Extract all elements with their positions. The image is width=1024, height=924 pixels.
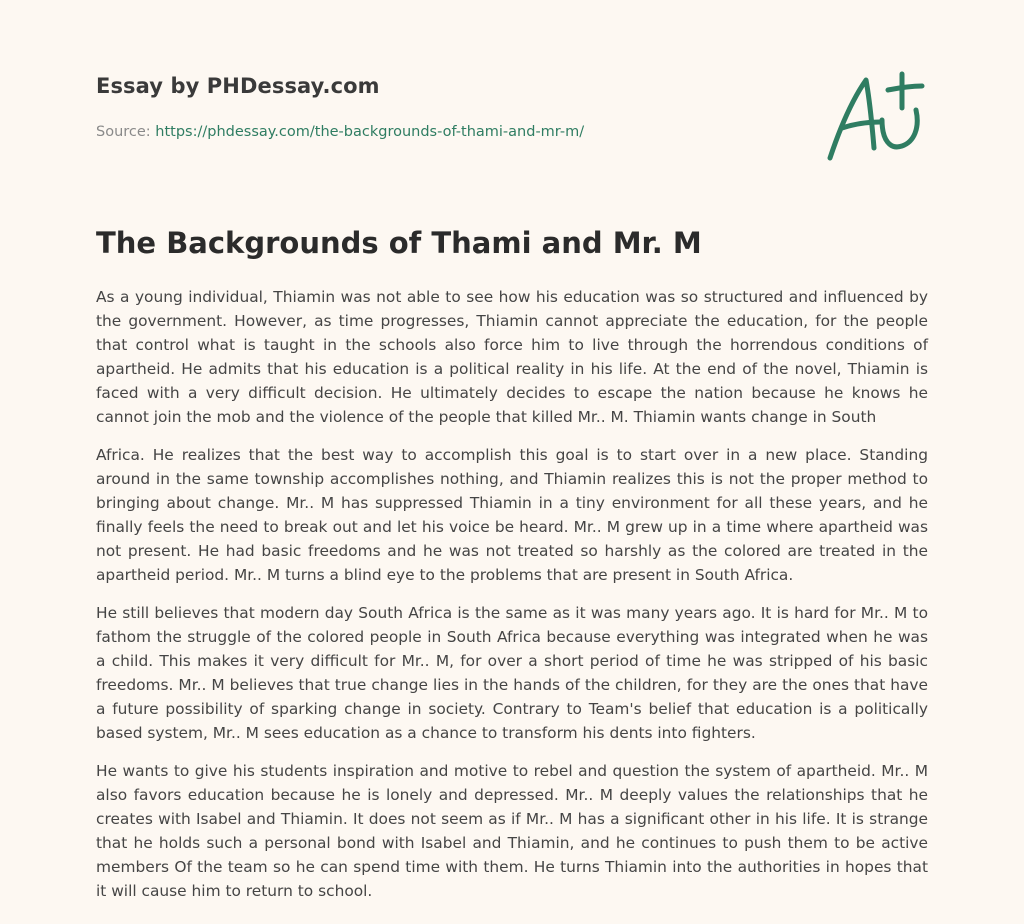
site-brand: Essay by PHDessay.com <box>96 74 380 98</box>
essay-paragraph: As a young individual, Thiamin was not able to see how his education was so structured and influenced by the government. However, as time progresses, Thiamin cannot appreciate the education, for the people that control what is taught in the schools also force him to live through the horrendous conditions of apartheid. He admits that his education is a political reality in his life. At the end of the novel, Thiamin is faced with a very difficult decision. He ultimately decides to escape the nation because he knows he cannot join the mob and the violence of the people that killed Mr.. M. Thiamin wants change in South <box>96 288 928 426</box>
a-plus-icon <box>818 66 930 166</box>
source-link[interactable]: https://phdessay.com/the-backgrounds-of-thami-and-mr-m/ <box>155 124 585 140</box>
essay-body <box>96 285 928 917</box>
page-header <box>96 74 928 140</box>
source-line <box>96 124 584 140</box>
essay-paragraph: Africa. He realizes that the best way to accomplish this goal is to start over in a new place. Standing around in the same township accomplishes nothing, and Thiamin realizes this is not the proper method to bringing about change. Mr.. M has suppressed Thiamin in a tiny environment for all these years, and he finally feels the need to break out and let his voice be heard. Mr.. M grew up in a time where apartheid was not present. He had basic freedoms and he was not treated so harshly as the colored are treated in the apartheid period. Mr.. M turns a blind eye to the problems that are present in South Africa. <box>96 446 928 584</box>
essay-title: The Backgrounds of Thami and Mr. M <box>96 226 702 260</box>
essay-paragraph: He wants to give his students inspiration and motive to rebel and question the system of apartheid. Mr.. M also favors education because he is lonely and depressed. Mr.. M deeply values the relationships that he creates with Isabel and Thiamin. It does not seem as if Mr.. M has a significant other in his life. It is strange that he holds such a personal bond with Isabel and Thiamin, and he continues to push them to be active members Of the team so he can spend time with them. He turns Thiamin into the authorities in hopes that it will cause him to return to school. <box>96 762 928 900</box>
source-label: Source: <box>96 124 151 140</box>
essay-paragraph: He still believes that modern day South Africa is the same as it was many years ago. It is hard for Mr.. M to fathom the struggle of the colored people in South Africa because everything was integrated when he was a child. This makes it very difficult for Mr.. M, for over a short period of time he was stripped of his basic freedoms. Mr.. M believes that true change lies in the hands of the children, for they are the ones that have a future possibility of sparking change in society. Contrary to Team's belief that education is a politically based system, Mr.. M sees education as a chance to transform his dents into fighters. <box>96 604 928 742</box>
